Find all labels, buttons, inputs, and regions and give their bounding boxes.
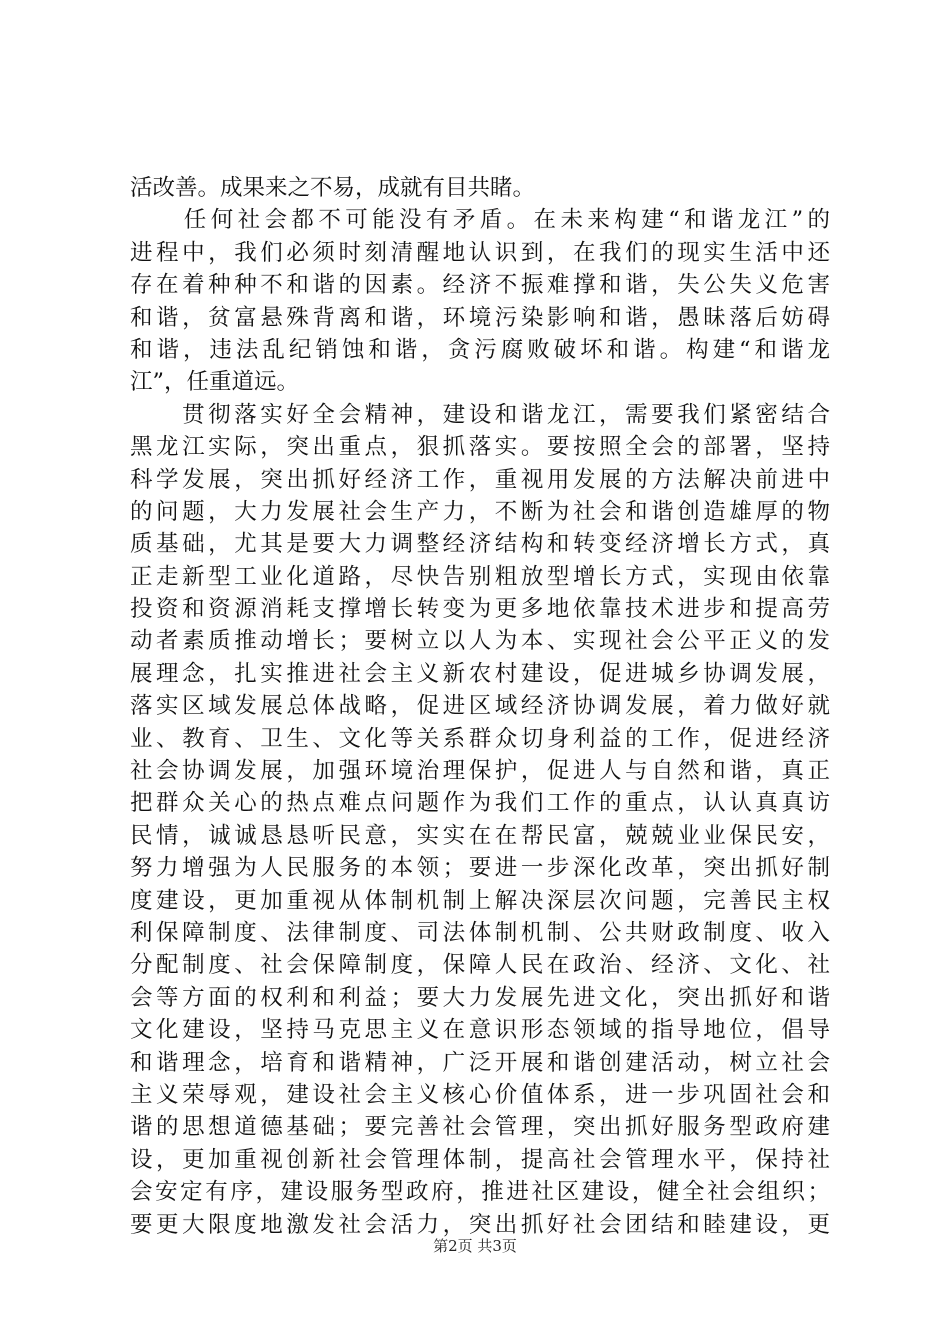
text-line: 动者素质推动增长；要树立以人为本、实现社会公平正义的发 bbox=[130, 628, 830, 655]
text-line: 努力增强为人民服务的本领；要进一步深化改革，突出抓好制 bbox=[130, 855, 830, 882]
body-text bbox=[130, 172, 830, 1241]
text-line: 进程中，我们必须时刻清醒地认识到，在我们的现实生活中还 bbox=[130, 239, 830, 266]
text-line: 的问题，大力发展社会生产力，不断为社会和谐创造雄厚的物 bbox=[130, 498, 830, 525]
text-line: 谐的思想道德基础；要完善社会管理，突出抓好服务型政府建 bbox=[130, 1114, 830, 1141]
text-line: 贯彻落实好全会精神，建设和谐龙江，需要我们紧密结合 bbox=[130, 401, 830, 428]
text-line: 质基础，尤其是要大力调整经济结构和转变经济增长方式，真 bbox=[130, 531, 830, 558]
text-line: 业、教育、卫生、文化等关系群众切身利益的工作，促进经济 bbox=[130, 725, 830, 752]
text-line: 要更大限度地激发社会活力，突出抓好社会团结和睦建设，更 bbox=[130, 1211, 830, 1238]
text-line: 主义荣辱观，建设社会主义核心价值体系，进一步巩固社会和 bbox=[130, 1081, 830, 1108]
text-line: 设，更加重视创新社会管理体制，提高社会管理水平，保持社 bbox=[130, 1146, 830, 1173]
text-line: 黑龙江实际，突出重点，狠抓落实。要按照全会的部署，坚持 bbox=[130, 434, 830, 461]
text-line: 度建设，更加重视从体制机制上解决深层次问题，完善民主权 bbox=[130, 887, 830, 914]
text-line: 文化建设，坚持马克思主义在意识形态领域的指导地位，倡导 bbox=[130, 1017, 830, 1044]
text-line: 活改善。成果来之不易，成就有目共睹。 bbox=[130, 175, 536, 201]
text-line: 和谐理念，培育和谐精神，广泛开展和谐创建活动，树立社会 bbox=[130, 1049, 830, 1076]
text-line: 民情，诚诚恳恳听民意，实实在在帮民富，兢兢业业保民安， bbox=[130, 822, 830, 849]
text-line: 利保障制度、法律制度、司法体制机制、公共财政制度、收入 bbox=[130, 919, 830, 946]
text-line: 科学发展，突出抓好经济工作，重视用发展的方法解决前进中 bbox=[130, 466, 830, 493]
text-line: 和谐，贫富悬殊背离和谐，环境污染影响和谐，愚昧落后妨碍 bbox=[130, 304, 830, 331]
text-line: 和谐，违法乱纪销蚀和谐，贪污腐败破坏和谐。构建“和谐龙 bbox=[130, 336, 830, 363]
text-line: 社会协调发展，加强环境治理保护，促进人与自然和谐，真正 bbox=[130, 758, 830, 785]
text-line: 分配制度、社会保障制度，保障人民在政治、经济、文化、社 bbox=[130, 952, 830, 979]
text-line: 会安定有序，建设服务型政府，推进社区建设，健全社会组织； bbox=[130, 1179, 830, 1206]
text-line: 任何社会都不可能没有矛盾。在未来构建“和谐龙江”的 bbox=[130, 207, 830, 234]
text-line: 江”，任重道远。 bbox=[130, 369, 300, 396]
text-line: 投资和资源消耗支撑增长转变为更多地依靠技术进步和提高劳 bbox=[130, 596, 830, 623]
text-line: 存在着种种不和谐的因素。经济不振难撑和谐，失公失义危害 bbox=[130, 272, 830, 299]
text-line: 展理念，扎实推进社会主义新农村建设，促进城乡协调发展， bbox=[130, 660, 830, 687]
page-footer: 第2页 共3页 bbox=[433, 1237, 517, 1255]
text-line: 正走新型工业化道路，尽快告别粗放型增长方式，实现由依靠 bbox=[130, 563, 830, 590]
text-line: 会等方面的权利和利益；要大力发展先进文化，突出抓好和谐 bbox=[130, 984, 830, 1011]
text-line: 把群众关心的热点难点问题作为我们工作的重点，认认真真访 bbox=[130, 790, 830, 817]
text-line: 落实区域发展总体战略，促进区域经济协调发展，着力做好就 bbox=[130, 693, 830, 720]
